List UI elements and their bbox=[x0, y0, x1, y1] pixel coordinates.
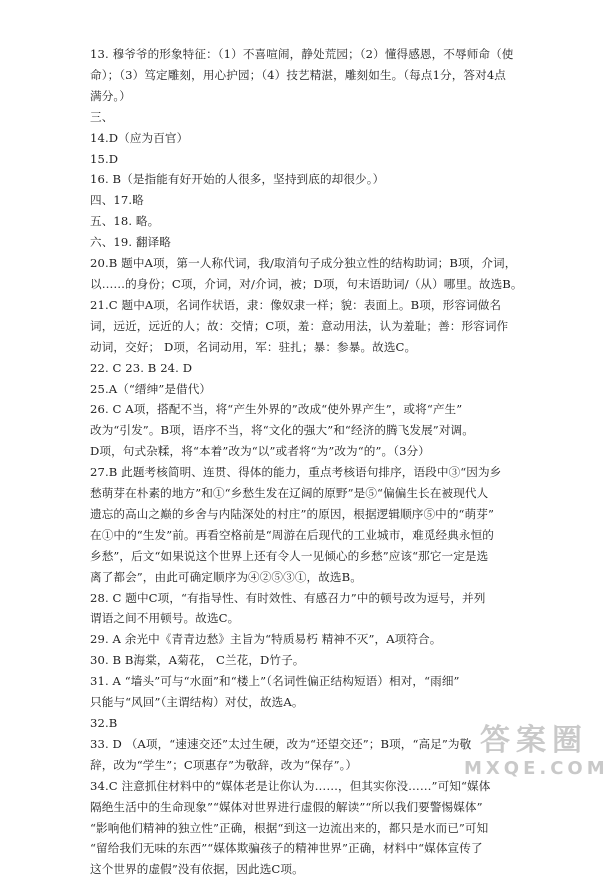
text-line: 离了都会”，由此可确定顺序为④②⑤③①，故选B。 bbox=[90, 569, 362, 584]
text-line: 四、17.略 bbox=[90, 193, 144, 208]
watermark-domain-text: MXQE.COM bbox=[464, 758, 609, 779]
text-line: 15.D bbox=[90, 151, 119, 166]
text-line: 20.B 题中A项，第一人称代词，我/取消句子成分独立性的结构助词；B项，介词， bbox=[90, 256, 517, 271]
text-line: 26. C A项，搭配不当，将“产生外界的”改成“使外界产生”，或将“产生” bbox=[90, 402, 463, 417]
text-line: 33. D （A项，“速速交还”太过生硬，改为“还望交还”；B项，“高足”为敬 bbox=[90, 736, 472, 751]
text-line: 遗忘的高山之巅的乡舍与内陆深处的村庄”的原因，根据逻辑顺序⑤中的“萌芽” bbox=[90, 506, 494, 521]
watermark-logo-text: 答案圈 bbox=[480, 723, 588, 758]
text-line: 27.B 此题考核简明、连贯、得体的能力，重点考核语句排序，语段中③“因为乡 bbox=[90, 465, 502, 480]
text-line: 在①中的“生发”前。再看空格前是“周游在后现代的工业城市，难觅经典永恒的 bbox=[90, 527, 494, 542]
text-line: 28. C 题中C项，“有指导性、有时效性、有感召力”中的顿号改为逗号，并列 bbox=[90, 590, 486, 605]
text-line: 词，远近，远近的人；故：交情；C项，羞：意动用法，认为羞耻；善：形容词作 bbox=[90, 318, 509, 333]
text-line: 五、18. 略。 bbox=[90, 214, 160, 229]
text-line: 乡愁”，后文“如果说这个世界上还有令人一见倾心的乡愁”应该“那它一定是选 bbox=[90, 548, 489, 563]
site-watermark bbox=[464, 723, 609, 786]
text-line: 21.C 题中A项，名词作状语，隶：像奴隶一样；貌：表面上。B项，形容词做名 bbox=[90, 297, 502, 312]
text-line: 30. B B海棠，A菊花， C兰花，D竹子。 bbox=[90, 653, 305, 668]
text-line: 命）；（3）笃定雕刻，用心护园；（4）技艺精湛，雕刻如生。（每点1分，答对4点 bbox=[90, 67, 506, 82]
text-line: 16. B（是指能有好开始的人很多，坚持到底的却很少。） bbox=[90, 172, 385, 187]
text-line: 谓语之间不用顿号。故选C。 bbox=[90, 611, 240, 626]
text-line: 愁萌芽在朴素的地方”和①“乡愁生发在辽阔的原野”是⑤“偏偏生长在被现代人 bbox=[90, 486, 489, 501]
text-line: 以……的身份；C项，介词，对/介词，被；D项，句末语助词/（从）哪里。故选B。 bbox=[90, 276, 523, 291]
text-line: “留给我们无味的东西”“媒体欺骗孩子的精神世界”正确，材料中“媒体宣传了 bbox=[90, 841, 483, 856]
text-line: 31. A “墙头”可与“水面”和“楼上”（名词性偏正结构短语）相对，“雨细” bbox=[90, 674, 460, 689]
text-line: D项，句式杂糅，将“本着”改为“以”或者将“为”改为“的”。（3分） bbox=[90, 444, 430, 459]
text-line: 只能与“风回”（主谓结构）对仗，故选A。 bbox=[90, 695, 304, 710]
text-line: “影响他们精神的独立性”正确，根据“到这一边流出来的，都只是水而已”可知 bbox=[90, 820, 489, 835]
text-line: 辞，改为“学生”；C项惠存”为敬辞，改为“保存”。） bbox=[90, 757, 358, 772]
text-line: 满分。） bbox=[90, 88, 131, 103]
text-line: 三、 bbox=[90, 109, 114, 124]
text-line: 29. A 余光中《青青边愁》主旨为“特质易朽 精神不灭”，A项符合。 bbox=[90, 632, 442, 647]
text-line: 这个世界的虚假”没有依据，因此选C项。 bbox=[90, 862, 304, 877]
text-line: 六、19. 翻译略 bbox=[90, 235, 171, 250]
text-line: 改为“引发”。B项，语序不当，将“文化的强大”和“经济的腾飞发展”对调。 bbox=[90, 423, 474, 438]
text-line: 14.D（应为百官） bbox=[90, 130, 189, 145]
text-line: 动词，交好； D项，名词动用，军：驻扎；暴：参暴。故选C。 bbox=[90, 339, 417, 354]
text-line: 隔绝生活中的生命现象”“媒体对世界进行虚假的解读”“所以我们要警惕媒体” bbox=[90, 799, 483, 814]
text-line: 13. 穆爷爷的形象特征：（1）不喜喧闹，静处荒园；（2）懂得感恩，不辱师命（使 bbox=[90, 47, 514, 61]
text-line: 34.C 注意抓住材料中的“媒体老是让你认为……，但其实你没……”可知“媒体 bbox=[90, 778, 491, 793]
text-line: 32.B bbox=[90, 716, 118, 730]
text-line: 25.A（“缙绅”是借代） bbox=[90, 381, 212, 396]
text-line: 22. C 23. B 24. D bbox=[90, 360, 193, 375]
